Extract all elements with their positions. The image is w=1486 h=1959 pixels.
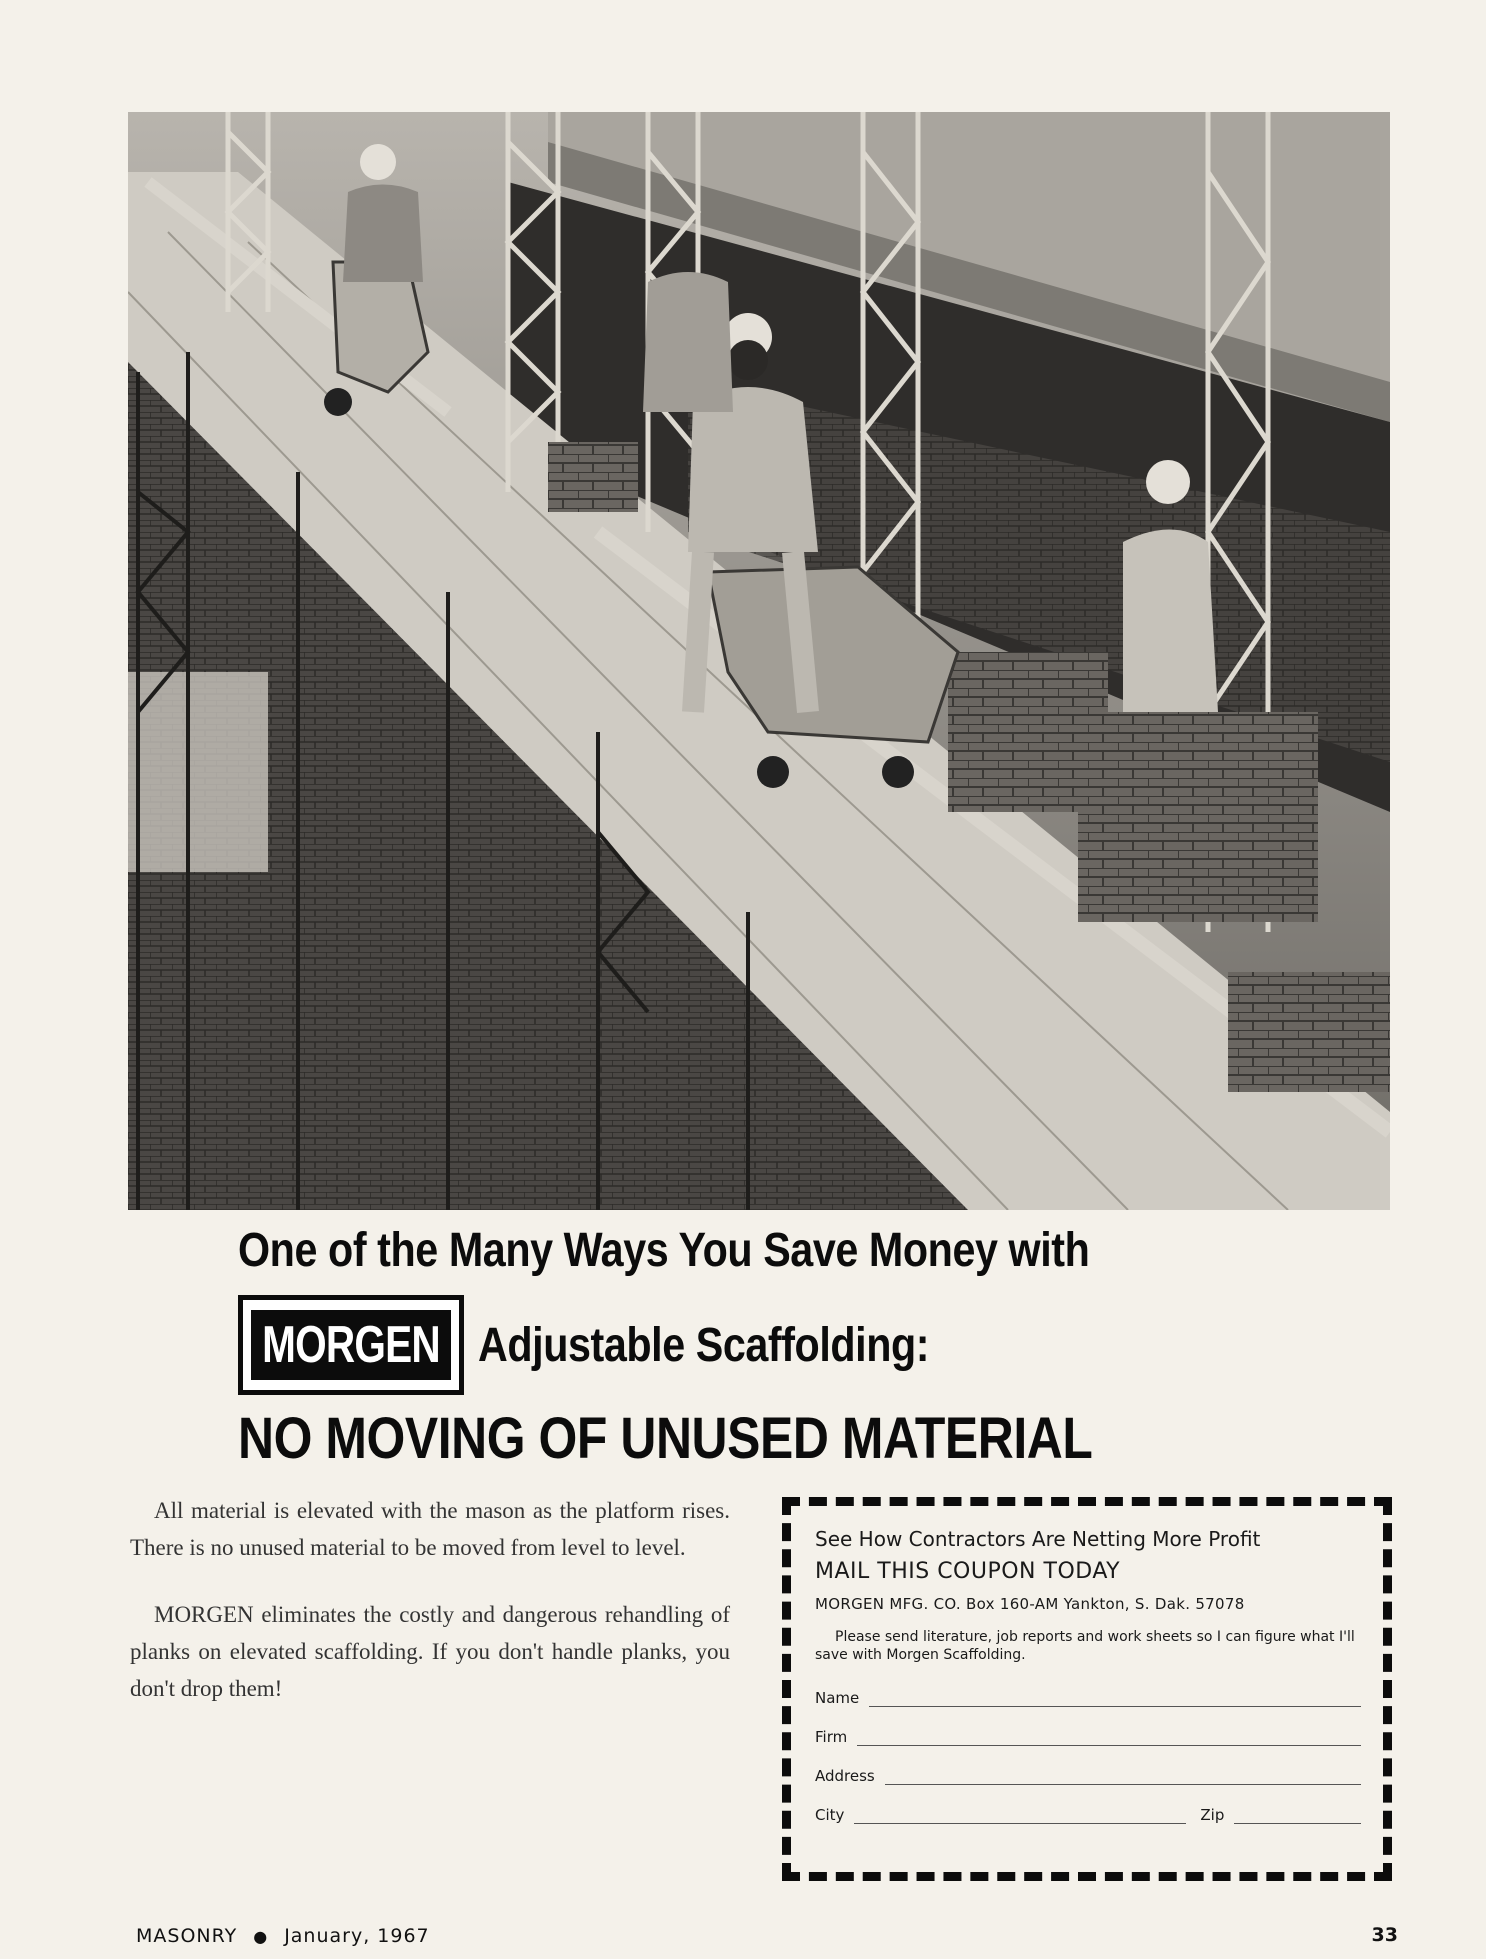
logo-text: MORGEN <box>262 1316 440 1374</box>
body-copy <box>130 1492 730 1737</box>
name-label: Name <box>815 1689 860 1707</box>
firm-label: Firm <box>815 1728 848 1746</box>
headline-line-2-text: Adjustable Scaffolding: <box>478 1318 930 1372</box>
address-line[interactable] <box>885 1766 1361 1785</box>
page-number: 33 <box>1371 1924 1398 1946</box>
mail-coupon[interactable] <box>782 1497 1392 1881</box>
zip-label: Zip <box>1200 1806 1225 1824</box>
morgen-logo <box>238 1295 464 1395</box>
bullet-icon: ● <box>253 1926 269 1946</box>
name-field[interactable] <box>815 1688 1361 1707</box>
issue-date: January, 1967 <box>284 1925 430 1947</box>
headline-line-1: One of the Many Ways You Save Money with <box>238 1224 1090 1277</box>
city-line[interactable] <box>854 1805 1186 1824</box>
zip-line[interactable] <box>1234 1805 1361 1824</box>
coupon-request-text: Please send literature, job reports and work sheets so I can figure what I'll save with Morgen Scaffolding. <box>815 1629 1355 1663</box>
firm-line[interactable] <box>857 1727 1361 1746</box>
firm-field[interactable] <box>815 1727 1361 1746</box>
address-field[interactable] <box>815 1766 1361 1785</box>
scaffolding-photo-illustration <box>128 112 1390 1210</box>
page-footer <box>136 1925 430 1947</box>
headline-line-3: NO MOVING OF UNUSED MATERIAL <box>238 1406 1093 1471</box>
city-label: City <box>815 1806 845 1824</box>
headline-line-2 <box>238 1294 1388 1396</box>
city-zip-field[interactable] <box>815 1805 1361 1824</box>
body-paragraph-2: MORGEN eliminates the costly and dangerous rehandling of planks on elevated scaffolding. If you don't handle planks, you don't drop them! <box>130 1602 730 1701</box>
construction-photo <box>128 112 1390 1210</box>
ad-headline <box>238 1222 1388 1472</box>
coupon-call-to-action: MAIL THIS COUPON TODAY <box>815 1559 1121 1584</box>
publication-name: MASONRY <box>136 1925 238 1947</box>
coupon-tagline: See How Contractors Are Netting More Profit <box>815 1527 1261 1551</box>
name-line[interactable] <box>869 1688 1361 1707</box>
body-paragraph-1: All material is elevated with the mason as the platform rises. There is no unused material to be moved from level to level. <box>130 1498 730 1560</box>
address-label: Address <box>815 1767 875 1785</box>
coupon-address: MORGEN MFG. CO. Box 160-AM Yankton, S. Dak. 57078 <box>815 1595 1245 1613</box>
